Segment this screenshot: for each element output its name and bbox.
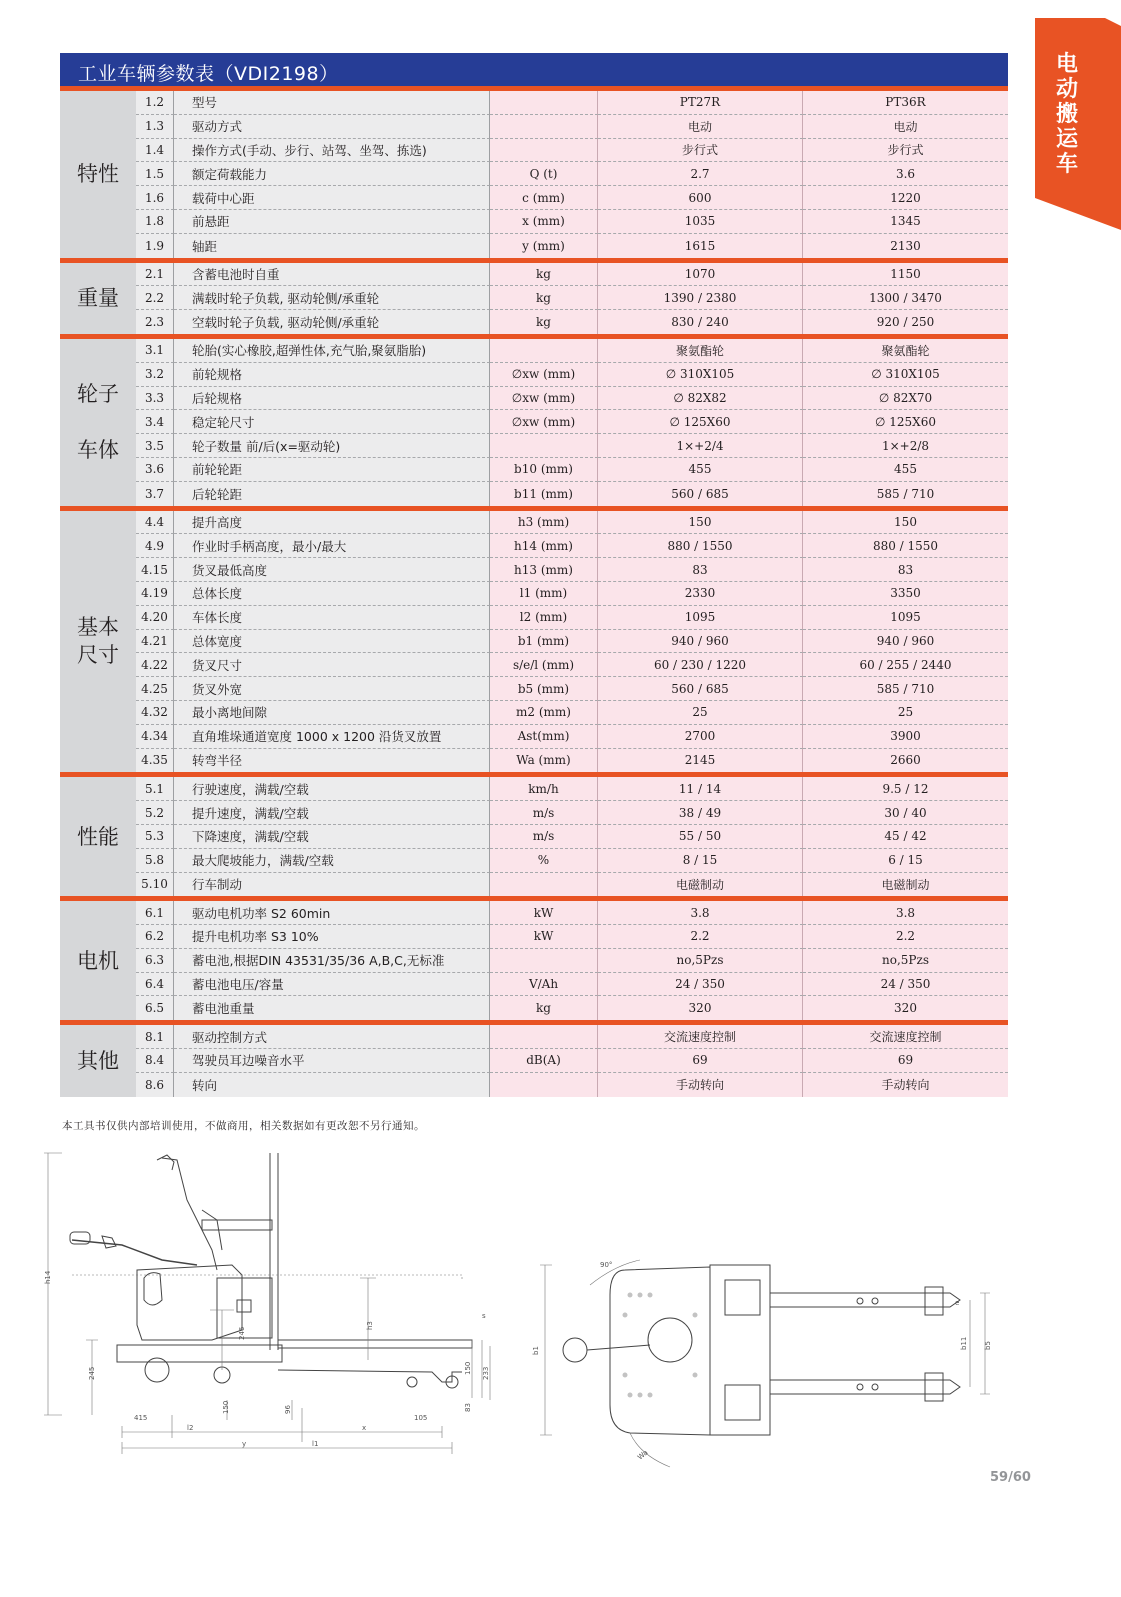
value-pt36r: 3.6: [803, 162, 1008, 186]
param-name: 蓄电池电压/容量: [174, 973, 490, 997]
dim-h3: h3: [366, 1321, 374, 1330]
section-label-cell: [60, 511, 136, 773]
row-number: 4.9: [136, 534, 174, 558]
row-number: 6.4: [136, 973, 174, 997]
param-unit: h3 (mm): [490, 511, 598, 535]
value-pt27r: 手动转向: [598, 1073, 803, 1097]
value-pt27r: ∅ 310X105: [598, 363, 803, 387]
param-unit: b11 (mm): [490, 482, 598, 506]
section-label: 性能: [77, 824, 119, 849]
value-pt27r: 24 / 350: [598, 973, 803, 997]
dim-b11: b11: [960, 1336, 968, 1350]
value-pt36r: 25: [803, 701, 1008, 725]
row-number: 5.10: [136, 873, 174, 897]
value-pt27r: 电动: [598, 115, 803, 139]
section-label: 基本: [77, 615, 119, 640]
spec-section: [60, 339, 1008, 511]
row-number: 4.20: [136, 606, 174, 630]
row-number: 8.1: [136, 1025, 174, 1049]
row-number: 8.4: [136, 1049, 174, 1073]
value-pt36r: 聚氨酯轮: [803, 339, 1008, 363]
param-unit: b1 (mm): [490, 630, 598, 654]
dim-90deg: 90°: [600, 1261, 613, 1269]
param-unit: b5 (mm): [490, 677, 598, 701]
table-row: [136, 653, 1008, 677]
param-unit: [490, 339, 598, 363]
value-pt36r: 9.5 / 12: [803, 777, 1008, 801]
value-pt27r: 2.7: [598, 162, 803, 186]
value-pt27r: 1×+2/4: [598, 434, 803, 458]
dim-233: 233: [482, 1366, 490, 1380]
value-pt36r: 2130: [803, 234, 1008, 258]
value-pt27r: 1035: [598, 210, 803, 234]
value-pt36r: PT36R: [803, 91, 1008, 115]
table-row: [136, 263, 1008, 287]
table-row: [136, 801, 1008, 825]
value-pt36r: 2.2: [803, 925, 1008, 949]
row-number: 4.15: [136, 558, 174, 582]
value-pt36r: 880 / 1550: [803, 534, 1008, 558]
value-pt36r: 步行式: [803, 139, 1008, 163]
row-number: 1.4: [136, 139, 174, 163]
param-name: 载荷中心距: [174, 186, 490, 210]
param-unit: [490, 949, 598, 973]
param-name: 车体长度: [174, 606, 490, 630]
value-pt27r: 1095: [598, 606, 803, 630]
param-unit: m2 (mm): [490, 701, 598, 725]
table-row: [136, 925, 1008, 949]
value-pt27r: 8 / 15: [598, 849, 803, 873]
table-row: [136, 949, 1008, 973]
param-unit: ∅xw (mm): [490, 410, 598, 434]
value-pt36r: 手动转向: [803, 1073, 1008, 1097]
value-pt36r: 3900: [803, 725, 1008, 749]
row-number: 3.4: [136, 410, 174, 434]
param-name: 前轮轮距: [174, 458, 490, 482]
table-row: [136, 434, 1008, 458]
table-row: [136, 1049, 1008, 1073]
table-row: [136, 582, 1008, 606]
table-title-bar: [60, 53, 1008, 91]
row-number: 1.5: [136, 162, 174, 186]
value-pt27r: no,5Pzs: [598, 949, 803, 973]
table-row: [136, 777, 1008, 801]
table-row: [136, 677, 1008, 701]
value-pt36r: 1220: [803, 186, 1008, 210]
param-name: 轴距: [174, 234, 490, 258]
param-name: 驱动电机功率 S2 60min: [174, 901, 490, 925]
param-unit: x (mm): [490, 210, 598, 234]
param-unit: [490, 115, 598, 139]
param-name: 轮胎(实心橡胶,超弹性体,充气胎,聚氨脂胎): [174, 339, 490, 363]
param-name: 含蓄电池时自重: [174, 263, 490, 287]
section-label-cell: [60, 901, 136, 1020]
value-pt27r: 60 / 230 / 1220: [598, 653, 803, 677]
table-row: [136, 115, 1008, 139]
param-name: 货叉最低高度: [174, 558, 490, 582]
param-name: 提升电机功率 S3 10%: [174, 925, 490, 949]
value-pt36r: ∅ 82X70: [803, 387, 1008, 411]
param-name: 操作方式(手动、步行、站驾、坐驾、拣选): [174, 139, 490, 163]
row-number: 5.2: [136, 801, 174, 825]
value-pt36r: 3350: [803, 582, 1008, 606]
table-row: [136, 410, 1008, 434]
param-unit: ∅xw (mm): [490, 387, 598, 411]
value-pt36r: 1×+2/8: [803, 434, 1008, 458]
param-name: 驱动方式: [174, 115, 490, 139]
row-number: 6.1: [136, 901, 174, 925]
section-label: 重量: [77, 286, 119, 311]
footnote: 本工具书仅供内部培训使用，不做商用，相关数据如有更改恕不另行通知。: [62, 1120, 425, 1132]
table-row: [136, 873, 1008, 897]
value-pt27r: 600: [598, 186, 803, 210]
value-pt36r: 1095: [803, 606, 1008, 630]
side-view-drawing: [42, 1150, 512, 1464]
param-unit: [490, 91, 598, 115]
row-number: 6.5: [136, 996, 174, 1020]
row-number: 3.5: [136, 434, 174, 458]
table-row: [136, 606, 1008, 630]
value-pt27r: 69: [598, 1049, 803, 1073]
value-pt36r: 69: [803, 1049, 1008, 1073]
value-pt27r: 聚氨酯轮: [598, 339, 803, 363]
table-row: [136, 91, 1008, 115]
param-unit: %: [490, 849, 598, 873]
table-row: [136, 1073, 1008, 1097]
value-pt27r: ∅ 125X60: [598, 410, 803, 434]
table-row: [136, 1025, 1008, 1049]
row-number: 3.7: [136, 482, 174, 506]
side-tab-label: 电动搬运车: [1055, 52, 1078, 177]
dim-l1: l1: [312, 1440, 319, 1448]
param-unit: [490, 139, 598, 163]
value-pt27r: 2700: [598, 725, 803, 749]
table-row: [136, 630, 1008, 654]
dim-l2: l2: [187, 1424, 194, 1432]
value-pt36r: 455: [803, 458, 1008, 482]
table-row: [136, 749, 1008, 773]
dim-b1: b1: [532, 1346, 540, 1355]
value-pt36r: no,5Pzs: [803, 949, 1008, 973]
table-row: [136, 139, 1008, 163]
row-number: 6.3: [136, 949, 174, 973]
value-pt27r: 1070: [598, 263, 803, 287]
param-unit: kg: [490, 310, 598, 334]
section-label-cell: [60, 263, 136, 334]
param-name: 最小离地间隙: [174, 701, 490, 725]
param-name: 直角堆垛通道宽度 1000 x 1200 沿货叉放置: [174, 725, 490, 749]
param-unit: ∅xw (mm): [490, 363, 598, 387]
param-unit: b10 (mm): [490, 458, 598, 482]
param-unit: V/Ah: [490, 973, 598, 997]
param-unit: y (mm): [490, 234, 598, 258]
param-name: 型号: [174, 91, 490, 115]
section-label: 轮子: [77, 382, 119, 407]
spec-section: [60, 511, 1008, 778]
value-pt36r: 60 / 255 / 2440: [803, 653, 1008, 677]
section-label: 车体: [77, 438, 119, 463]
value-pt27r: 83: [598, 558, 803, 582]
value-pt36r: 83: [803, 558, 1008, 582]
value-pt27r: 2330: [598, 582, 803, 606]
value-pt36r: 585 / 710: [803, 482, 1008, 506]
dim-h14: h14: [44, 1270, 52, 1284]
param-unit: h14 (mm): [490, 534, 598, 558]
param-name: 转弯半径: [174, 749, 490, 773]
value-pt27r: 步行式: [598, 139, 803, 163]
table-row: [136, 363, 1008, 387]
value-pt27r: 1390 / 2380: [598, 286, 803, 310]
row-number: 5.8: [136, 849, 174, 873]
dim-246: 246: [238, 1326, 246, 1340]
value-pt27r: 560 / 685: [598, 677, 803, 701]
param-unit: kW: [490, 901, 598, 925]
param-unit: m/s: [490, 801, 598, 825]
param-name: 总体宽度: [174, 630, 490, 654]
param-unit: [490, 434, 598, 458]
value-pt36r: 1300 / 3470: [803, 286, 1008, 310]
table-row: [136, 482, 1008, 506]
row-number: 8.6: [136, 1073, 174, 1097]
row-number: 2.3: [136, 310, 174, 334]
row-number: 1.3: [136, 115, 174, 139]
table-row: [136, 901, 1008, 925]
table-row: [136, 701, 1008, 725]
dim-105: 105: [414, 1414, 428, 1422]
param-name: 满载时轮子负载, 驱动轮侧/承重轮: [174, 286, 490, 310]
param-name: 下降速度，满载/空载: [174, 825, 490, 849]
dim-b5: b5: [984, 1341, 992, 1350]
row-number: 4.19: [136, 582, 174, 606]
spec-section: [60, 263, 1008, 339]
row-number: 3.1: [136, 339, 174, 363]
table-row: [136, 186, 1008, 210]
param-unit: dB(A): [490, 1049, 598, 1073]
section-label: 电机: [77, 948, 119, 973]
section-label-cell: [60, 1025, 136, 1096]
table-row: [136, 996, 1008, 1020]
param-name: 作业时手柄高度，最小/最大: [174, 534, 490, 558]
section-label: 特性: [77, 162, 119, 187]
top-view-drawing: [530, 1255, 1000, 1474]
spec-section: [60, 777, 1008, 901]
row-number: 4.4: [136, 511, 174, 535]
table-row: [136, 387, 1008, 411]
table-row: [136, 725, 1008, 749]
table-row: [136, 234, 1008, 258]
param-name: 前轮规格: [174, 363, 490, 387]
row-number: 4.21: [136, 630, 174, 654]
value-pt36r: 1345: [803, 210, 1008, 234]
value-pt27r: 1615: [598, 234, 803, 258]
row-number: 3.6: [136, 458, 174, 482]
table-row: [136, 339, 1008, 363]
param-unit: kW: [490, 925, 598, 949]
value-pt27r: 880 / 1550: [598, 534, 803, 558]
param-name: 货叉外宽: [174, 677, 490, 701]
value-pt27r: 交流速度控制: [598, 1025, 803, 1049]
row-number: 3.2: [136, 363, 174, 387]
section-label: 其他: [77, 1048, 119, 1073]
row-number: 4.25: [136, 677, 174, 701]
table-row: [136, 458, 1008, 482]
param-unit: Q (t): [490, 162, 598, 186]
value-pt27r: 150: [598, 511, 803, 535]
param-unit: l2 (mm): [490, 606, 598, 630]
param-name: 空载时轮子负载, 驱动轮侧/承重轮: [174, 310, 490, 334]
spec-table: [60, 91, 1008, 1097]
table-row: [136, 973, 1008, 997]
value-pt36r: 45 / 42: [803, 825, 1008, 849]
row-number: 5.1: [136, 777, 174, 801]
param-name: 货叉尺寸: [174, 653, 490, 677]
table-row: [136, 310, 1008, 334]
param-unit: Wa (mm): [490, 749, 598, 773]
param-name: 蓄电池,根据DIN 43531/35/36 A,B,C,无标准: [174, 949, 490, 973]
dim-e: e: [955, 1299, 960, 1307]
value-pt36r: 1150: [803, 263, 1008, 287]
table-row: [136, 511, 1008, 535]
param-unit: [490, 1025, 598, 1049]
value-pt36r: 交流速度控制: [803, 1025, 1008, 1049]
table-row: [136, 534, 1008, 558]
param-name: 最大爬坡能力，满载/空载: [174, 849, 490, 873]
param-name: 转向: [174, 1073, 490, 1097]
row-number: 5.3: [136, 825, 174, 849]
value-pt36r: 24 / 350: [803, 973, 1008, 997]
value-pt36r: 30 / 40: [803, 801, 1008, 825]
param-name: 总体长度: [174, 582, 490, 606]
param-unit: c (mm): [490, 186, 598, 210]
value-pt27r: ∅ 82X82: [598, 387, 803, 411]
spec-section: [60, 1025, 1008, 1096]
param-name: 提升速度，满载/空载: [174, 801, 490, 825]
param-unit: [490, 1073, 598, 1097]
value-pt27r: PT27R: [598, 91, 803, 115]
value-pt27r: 560 / 685: [598, 482, 803, 506]
value-pt36r: 585 / 710: [803, 677, 1008, 701]
value-pt36r: 电动: [803, 115, 1008, 139]
value-pt27r: 55 / 50: [598, 825, 803, 849]
value-pt36r: 150: [803, 511, 1008, 535]
param-name: 前悬距: [174, 210, 490, 234]
value-pt27r: 2.2: [598, 925, 803, 949]
page-number: 59/60: [990, 1470, 1031, 1485]
dim-83: 83: [464, 1403, 472, 1412]
row-number: 1.8: [136, 210, 174, 234]
row-number: 1.6: [136, 186, 174, 210]
value-pt27r: 11 / 14: [598, 777, 803, 801]
param-name: 额定荷载能力: [174, 162, 490, 186]
section-label-cell: [60, 339, 136, 506]
param-name: 轮子数量 前/后(x=驱动轮): [174, 434, 490, 458]
dim-wa: Wa: [636, 1448, 650, 1462]
row-number: 4.22: [136, 653, 174, 677]
value-pt36r: 6 / 15: [803, 849, 1008, 873]
param-unit: m/s: [490, 825, 598, 849]
row-number: 6.2: [136, 925, 174, 949]
value-pt27r: 2145: [598, 749, 803, 773]
param-name: 驱动控制方式: [174, 1025, 490, 1049]
row-number: 3.3: [136, 387, 174, 411]
value-pt27r: 38 / 49: [598, 801, 803, 825]
row-number: 2.2: [136, 286, 174, 310]
param-unit: s/e/l (mm): [490, 653, 598, 677]
param-name: 提升高度: [174, 511, 490, 535]
value-pt27r: 320: [598, 996, 803, 1020]
dim-150: 150: [464, 1361, 472, 1375]
table-row: [136, 849, 1008, 873]
table-row: [136, 286, 1008, 310]
param-unit: l1 (mm): [490, 582, 598, 606]
value-pt27r: 455: [598, 458, 803, 482]
row-number: 4.32: [136, 701, 174, 725]
value-pt36r: 2660: [803, 749, 1008, 773]
dim-245: 245: [88, 1366, 96, 1380]
dim-x: x: [362, 1424, 367, 1432]
value-pt36r: 940 / 960: [803, 630, 1008, 654]
value-pt27r: 3.8: [598, 901, 803, 925]
value-pt27r: 830 / 240: [598, 310, 803, 334]
value-pt36r: 3.8: [803, 901, 1008, 925]
param-name: 行驶速度，满载/空载: [174, 777, 490, 801]
section-label-cell: [60, 777, 136, 896]
spec-section: [60, 901, 1008, 1025]
spec-section: [60, 91, 1008, 263]
section-label: 尺寸: [77, 643, 119, 668]
param-name: 驾驶员耳边噪音水平: [174, 1049, 490, 1073]
param-unit: kg: [490, 996, 598, 1020]
table-row: [136, 210, 1008, 234]
value-pt36r: ∅ 125X60: [803, 410, 1008, 434]
row-number: 1.9: [136, 234, 174, 258]
param-name: 稳定轮尺寸: [174, 410, 490, 434]
row-number: 1.2: [136, 91, 174, 115]
param-name: 行车制动: [174, 873, 490, 897]
section-label-cell: [60, 91, 136, 258]
param-unit: h13 (mm): [490, 558, 598, 582]
param-name: 蓄电池重量: [174, 996, 490, 1020]
dim-y: y: [242, 1440, 247, 1448]
param-unit: Ast(mm): [490, 725, 598, 749]
row-number: 4.35: [136, 749, 174, 773]
dim-96: 96: [284, 1405, 292, 1414]
value-pt36r: 320: [803, 996, 1008, 1020]
table-title: 工业车辆参数表（VDI2198）: [78, 63, 339, 85]
param-unit: kg: [490, 263, 598, 287]
table-row: [136, 162, 1008, 186]
value-pt36r: ∅ 310X105: [803, 363, 1008, 387]
dim-150b: 150: [222, 1400, 230, 1414]
value-pt27r: 电磁制动: [598, 873, 803, 897]
param-unit: [490, 873, 598, 897]
value-pt36r: 电磁制动: [803, 873, 1008, 897]
row-number: 2.1: [136, 263, 174, 287]
param-unit: kg: [490, 286, 598, 310]
param-name: 后轮轮距: [174, 482, 490, 506]
param-name: 后轮规格: [174, 387, 490, 411]
row-number: 4.34: [136, 725, 174, 749]
dim-415: 415: [134, 1414, 148, 1422]
value-pt27r: 940 / 960: [598, 630, 803, 654]
table-row: [136, 558, 1008, 582]
param-unit: km/h: [490, 777, 598, 801]
dim-s: s: [482, 1312, 486, 1320]
value-pt27r: 25: [598, 701, 803, 725]
table-row: [136, 825, 1008, 849]
value-pt36r: 920 / 250: [803, 310, 1008, 334]
